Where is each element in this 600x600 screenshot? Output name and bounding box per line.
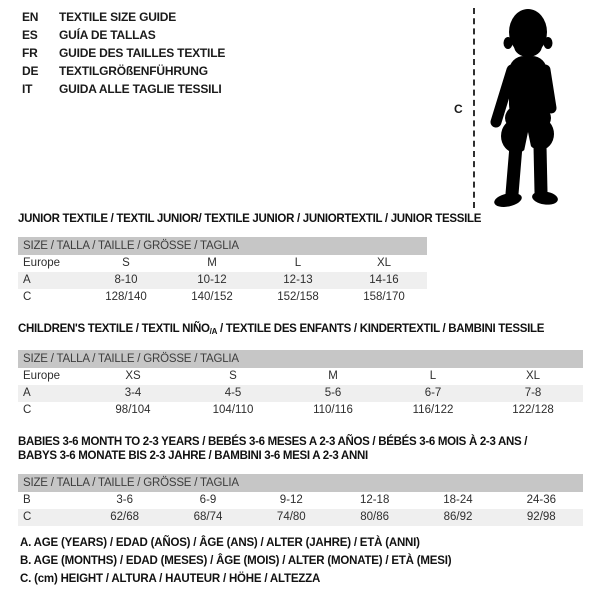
table-title-line xyxy=(18,449,583,463)
table-header-bar: SIZE / TALLA / TAILLE / GRÖSSE / TAGLIA xyxy=(18,350,583,368)
table-header-bar: SIZE / TALLA / TAILLE / GRÖSSE / TAGLIA xyxy=(18,474,583,492)
language-code: DE xyxy=(22,64,39,78)
table-cell: 3-4 xyxy=(124,387,142,399)
language-code: FR xyxy=(22,46,38,60)
row-label: C xyxy=(23,404,32,416)
language-label: GUIDA ALLE TAGLIE TESSILI xyxy=(59,82,222,96)
row-label: Europe xyxy=(23,370,61,382)
table-cell: 68/74 xyxy=(193,511,223,523)
table-cell: 74/80 xyxy=(276,511,306,523)
table-row xyxy=(18,368,583,385)
table-cell: 18-24 xyxy=(443,494,473,506)
table-cell: 140/152 xyxy=(191,291,233,303)
table-cell: 80/86 xyxy=(360,511,390,523)
table-cell: 10-12 xyxy=(197,274,227,286)
table-cell: 7-8 xyxy=(524,387,542,399)
table-cell: 4-5 xyxy=(224,387,242,399)
table-cell: 110/116 xyxy=(313,404,353,416)
height-marker-label: C xyxy=(454,102,463,116)
table-title-text: /A xyxy=(209,327,218,336)
table-cell: S xyxy=(122,257,130,269)
table-cell: 116/122 xyxy=(412,404,454,416)
height-measure-line xyxy=(473,8,475,208)
table-cell: 5-6 xyxy=(324,387,342,399)
table-title xyxy=(18,435,583,463)
table-cell: XL xyxy=(525,370,541,382)
table xyxy=(18,350,583,419)
table-cell: 158/170 xyxy=(363,291,405,303)
row-label: C xyxy=(23,511,32,523)
table-cell: 14-16 xyxy=(369,274,399,286)
table-cell: 8-10 xyxy=(114,274,138,286)
table-cell: S xyxy=(229,370,237,382)
table-cell: L xyxy=(294,257,302,269)
table xyxy=(18,237,427,306)
size-table xyxy=(18,212,583,306)
table-title-line xyxy=(18,435,583,449)
table-row xyxy=(18,492,583,509)
table-cell: M xyxy=(328,370,338,382)
table-title-text: BABIES 3-6 MONTH TO 2-3 YEARS / BEBÉS 3-6 MESES A 2-3 AÑOS / BÉBÉS 3-6 MOIS À 2-3 ANS / xyxy=(18,436,528,448)
language-row xyxy=(22,8,225,26)
size-table xyxy=(18,435,583,526)
language-row xyxy=(22,80,225,98)
table-cell: 62/68 xyxy=(110,511,140,523)
language-code: IT xyxy=(22,82,33,96)
table-title-text: / TEXTILE DES ENFANTS / KINDERTEXTIL / BAMBINI TESSILE xyxy=(217,323,545,335)
table-cell: 92/98 xyxy=(526,511,556,523)
table-header-bar: SIZE / TALLA / TAILLE / GRÖSSE / TAGLIA xyxy=(18,237,427,255)
table-cell: 6-7 xyxy=(424,387,442,399)
language-label: GUIDE DES TAILLES TEXTILE xyxy=(59,46,226,60)
toddler-silhouette-icon xyxy=(482,6,574,210)
table-cell: 9-12 xyxy=(279,494,303,506)
row-label: Europe xyxy=(23,257,61,269)
toddler-figure xyxy=(440,4,595,212)
size-table xyxy=(18,322,583,419)
table-title-line xyxy=(18,322,583,339)
table-cell: XL xyxy=(376,257,392,269)
table-title-text: BABYS 3-6 MONATE BIS 2-3 JAHRE / BAMBINI 3-6 MESI A 2-3 ANNI xyxy=(18,450,368,462)
table-row xyxy=(18,385,583,402)
table-cell: 122/128 xyxy=(512,404,554,416)
table-cell: 104/110 xyxy=(212,404,254,416)
table xyxy=(18,474,583,526)
table-title xyxy=(18,322,583,339)
table-title-text: CHILDREN'S TEXTILE / TEXTIL NIÑO xyxy=(18,323,210,335)
language-label: GUÍA DE TALLAS xyxy=(59,28,156,42)
table-row xyxy=(18,509,583,526)
table-title-line xyxy=(18,212,583,226)
table-row xyxy=(18,289,427,306)
table-cell: 6-9 xyxy=(199,494,217,506)
language-label: TEXTILE SIZE GUIDE xyxy=(59,10,177,24)
language-code: EN xyxy=(22,10,39,24)
table-cell: 86/92 xyxy=(443,511,473,523)
footnote-line: C. (cm) HEIGHT / ALTURA / HAUTEUR / HÖHE / ALTEZZA xyxy=(20,573,321,585)
table-row xyxy=(18,272,427,289)
language-row xyxy=(22,44,225,62)
row-label: A xyxy=(23,387,31,399)
table-row xyxy=(18,402,583,419)
row-label: B xyxy=(23,494,31,506)
table-title xyxy=(18,212,583,226)
size-tables xyxy=(18,212,583,542)
table-cell: 152/158 xyxy=(277,291,319,303)
language-row xyxy=(22,62,225,80)
table-title-text: JUNIOR TEXTILE / TEXTIL JUNIOR/ TEXTILE JUNIOR / JUNIORTEXTIL / JUNIOR TESSILE xyxy=(18,213,482,225)
language-row xyxy=(22,26,225,44)
language-code: ES xyxy=(22,28,38,42)
table-cell: 98/104 xyxy=(115,404,151,416)
footnote-line: B. AGE (MONTHS) / EDAD (MESES) / ÂGE (MOIS) / ALTER (MONATE) / ETÀ (MESI) xyxy=(20,555,452,567)
table-row xyxy=(18,255,427,272)
table-cell: M xyxy=(207,257,217,269)
footnotes xyxy=(20,534,451,588)
row-label: C xyxy=(23,291,32,303)
table-cell: 3-6 xyxy=(116,494,133,506)
row-label: A xyxy=(23,274,31,286)
table-cell: XS xyxy=(125,370,141,382)
table-cell: 12-13 xyxy=(283,274,313,286)
table-cell: 24-36 xyxy=(526,494,557,506)
table-cell: 128/140 xyxy=(105,291,147,303)
footnote-line: A. AGE (YEARS) / EDAD (AÑOS) / ÂGE (ANS) / ALTER (JAHRE) / ETÀ (ANNI) xyxy=(20,537,420,549)
language-list xyxy=(22,8,225,98)
table-cell: L xyxy=(429,370,437,382)
language-label: TEXTILGRÖßENFÜHRUNG xyxy=(59,64,208,78)
table-cell: 12-18 xyxy=(359,494,390,506)
